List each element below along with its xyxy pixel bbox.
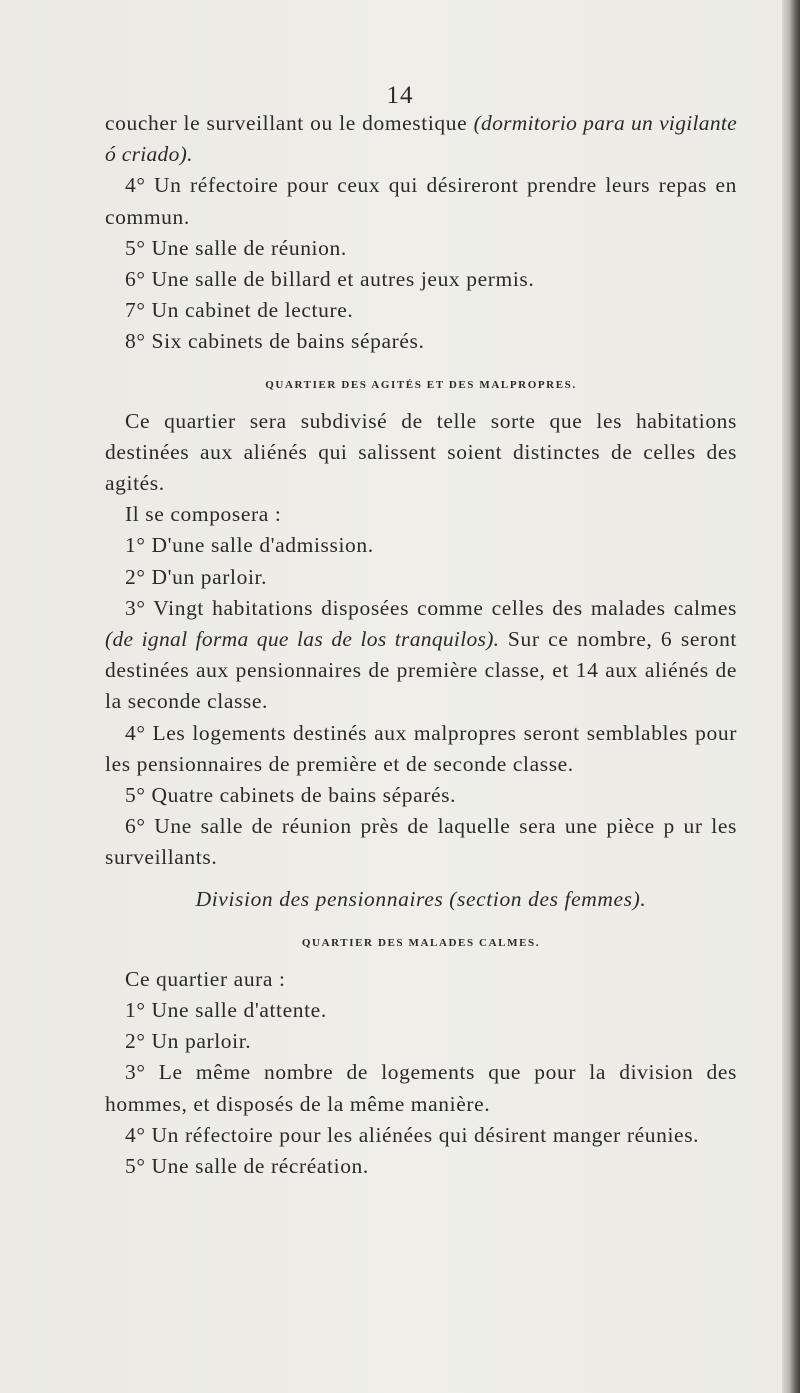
list-item: 4° Un réfectoire pour ceux qui désireront prendre leurs repas en commun. (105, 173, 737, 229)
paragraph: Ce quartier sera subdivisé de telle sorte que les habitations destinées aux aliénés qui salissent soient distinctes de celles des agités. (105, 408, 737, 496)
list-item: 1° D'une salle d'admission. (125, 533, 374, 558)
text-run: coucher le surveillant ou le domestique (105, 111, 474, 135)
list-item: 6° Une salle de billard et autres jeux permis. (125, 267, 535, 292)
spanish-gloss: (de ignal forma que las de los tranquilos). (105, 627, 500, 652)
list-item (105, 593, 737, 718)
list-item: 2° Un parloir. (125, 1029, 252, 1054)
text-run: Sur ce nombre, 6 seront destinées aux pensionnaires de première classe, et 14 aux aliénés de la seconde classe. (105, 627, 737, 714)
list-item: 2° D'un parloir. (125, 564, 268, 589)
list-item: 6° Une salle de réunion près de laquelle sera une pièce p ur les surveillants. (105, 814, 737, 870)
list-item: 3° Le même nombre de logements que pour la division des hommes, et disposés de la même manière. (105, 1060, 737, 1116)
spanish-gloss: (dormitorio para un vigilante ó criado). (105, 111, 738, 167)
section-heading: QUARTIER DES AGITÉS ET DES MALPROPRES. (265, 378, 577, 391)
division-title: Division des pensionnaires (section des femmes). (195, 886, 647, 911)
paragraph-continuation (105, 108, 737, 170)
list-intro: Il se composera : (125, 502, 282, 527)
page-body (105, 108, 737, 1182)
page-number: 14 (386, 82, 414, 109)
list-item: 1° Une salle d'attente. (125, 998, 327, 1023)
list-item: 5° Une salle de récréation. (125, 1154, 369, 1179)
list-item: 7° Un cabinet de lecture. (125, 298, 354, 323)
text-run: 3° Vingt habitations disposées comme celles des malades calmes (125, 595, 737, 620)
list-intro: Ce quartier aura : (125, 966, 286, 991)
section-heading: QUARTIER DES MALADES CALMES. (301, 936, 541, 949)
list-item: 8° Six cabinets de bains séparés. (125, 329, 425, 354)
list-item: 4° Les logements destinés aux malpropres seront semblables pour les pensionnaires de première et de seconde classe. (105, 720, 737, 776)
page-edge-shadow (782, 0, 800, 1393)
list-item: 5° Quatre cabinets de bains séparés. (125, 783, 457, 808)
list-item: 4° Un réfectoire pour les aliénées qui désirent manger réunies. (125, 1122, 700, 1147)
list-item: 5° Une salle de réunion. (125, 235, 347, 260)
